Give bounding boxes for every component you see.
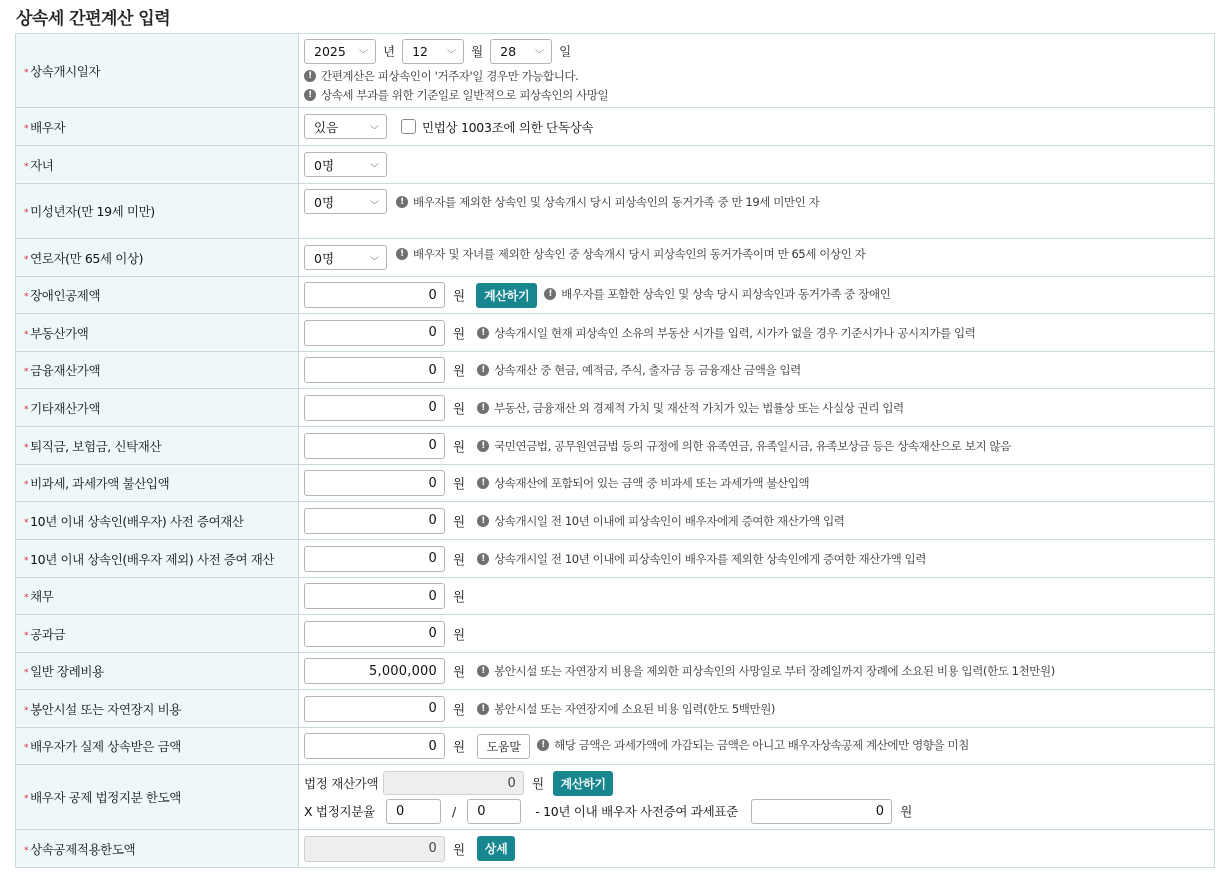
minors-select[interactable]: 0명 ⌵ (304, 189, 387, 214)
unit-label: 원 (532, 776, 545, 791)
deduction-limit-input: 0 (304, 836, 445, 862)
info-note: ! 상속재산에 포함되어 있는 금액 중 비과세 또는 과세가액 불산입액 (477, 475, 809, 491)
ratio-numerator-input[interactable]: 0 (386, 799, 441, 824)
year-unit: 년 (383, 44, 396, 59)
required-mark: * (24, 329, 29, 340)
row-label (16, 34, 299, 108)
exclamation-circle-icon: ! (477, 364, 489, 376)
day-select[interactable]: 28 ⌵ (490, 39, 552, 64)
info-note: ! 상속세 부과를 위한 기준일로 일반적으로 피상속인의 사망일 (304, 87, 1214, 103)
exclamation-circle-icon: ! (477, 515, 489, 527)
public-charges-input[interactable]: 0 (304, 621, 445, 647)
inheritance-tax-form (15, 33, 1215, 868)
row-label (16, 653, 299, 690)
row-label (16, 314, 299, 352)
label-text: 채무 (30, 589, 54, 604)
form-row-retirement (16, 427, 1215, 465)
row-value (299, 34, 1215, 108)
exclamation-circle-icon: ! (477, 327, 489, 339)
exclamation-circle-icon: ! (396, 196, 408, 208)
label-text: 장애인공제액 (30, 288, 101, 303)
required-mark: * (24, 254, 29, 265)
exclamation-circle-icon: ! (396, 248, 408, 260)
required-mark: * (24, 161, 29, 172)
form-row-financial (16, 352, 1215, 389)
label-text: 배우자 공제 법정지분 한도액 (30, 790, 181, 805)
label-text: 연로자(만 65세 이상) (30, 250, 144, 266)
form-row-other-assets (16, 389, 1215, 427)
label-text: 퇴직금, 보험금, 신탁재산 (30, 438, 162, 454)
form-row-real-estate (16, 314, 1215, 352)
unit-label: 원 (453, 551, 466, 567)
spouse-received-input[interactable]: 0 (304, 733, 445, 759)
disabled-deduction-input[interactable]: 0 (304, 282, 445, 308)
row-label (16, 830, 299, 868)
required-mark: * (24, 67, 29, 78)
required-mark: * (24, 208, 29, 218)
info-note: ! 해당 금액은 과세가액에 가감되는 금액은 아니고 배우자상속공제 계산에만 영향을 미침 (537, 737, 969, 753)
info-note: ! 상속재산 중 현금, 예적금, 주식, 출자금 등 금융재산 금액을 입력 (477, 362, 801, 378)
label-text: 상속개시일자 (30, 63, 101, 79)
unit-label: 원 (453, 739, 466, 754)
label-text: 배우자 (30, 119, 66, 135)
form-row-start-date (16, 34, 1215, 108)
label-text: 부동산가액 (30, 325, 89, 341)
unit-label: 원 (453, 363, 466, 378)
real-estate-input[interactable]: 0 (304, 320, 445, 346)
info-note: ! 배우자를 제외한 상속인 및 상속개시 당시 피상속인의 동거가족 중 만 19세 미만인 자 (396, 194, 819, 210)
month-select[interactable]: 12 ⌵ (402, 39, 464, 64)
required-mark: * (24, 845, 29, 856)
row-label (16, 540, 299, 578)
label-text: 10년 이내 상속인(배우자) 사전 증여재산 (30, 513, 244, 529)
form-row-debt (16, 578, 1215, 615)
required-mark: * (24, 555, 29, 566)
form-row-gift-others (16, 540, 1215, 578)
non-taxable-input[interactable]: 0 (304, 470, 445, 496)
row-label (16, 427, 299, 465)
row-label (16, 277, 299, 314)
label-text: 봉안시설 또는 자연장지 비용 (30, 701, 181, 717)
exclamation-circle-icon: ! (477, 553, 489, 565)
gift-others-input[interactable]: 0 (304, 546, 445, 572)
checkbox-label: 민법상 1003조에 의한 단독상속 (422, 119, 594, 135)
retirement-insurance-trust-input[interactable]: 0 (304, 433, 445, 459)
ratio-denominator-input[interactable]: 0 (467, 799, 521, 824)
debt-input[interactable]: 0 (304, 583, 445, 609)
label-text: 상속공제적용한도액 (30, 841, 136, 857)
row-label (16, 146, 299, 184)
form-row-children (16, 146, 1215, 184)
elderly-select[interactable]: 0명 ⌵ (304, 245, 387, 270)
ratio-separator: / (452, 803, 457, 819)
form-row-enshrinement (16, 690, 1215, 728)
form-row-public-charges (16, 615, 1215, 653)
exclamation-circle-icon: ! (477, 440, 489, 452)
row-label (16, 615, 299, 653)
spouse-select[interactable]: 있음 ⌵ (304, 114, 387, 139)
required-mark: * (24, 794, 29, 804)
label-text: 비과세, 과세가액 불산입액 (30, 476, 170, 491)
legal-assets-label: 법정 재산가액 (304, 776, 379, 791)
row-label (16, 389, 299, 427)
form-row-elderly (16, 239, 1215, 277)
info-note: ! 배우자 및 자녀를 제외한 상속인 중 상속개시 당시 피상속인의 동거가족이며 만 65세 이상인 자 (396, 246, 865, 262)
detail-button[interactable]: 상세 (477, 836, 515, 861)
row-label (16, 578, 299, 615)
unit-label: 원 (453, 288, 466, 303)
unit-label: 원 (453, 400, 466, 416)
row-label (16, 465, 299, 502)
row-label (16, 728, 299, 765)
label-text: 일반 장례비용 (30, 664, 104, 679)
row-label (16, 108, 299, 146)
info-note: ! 부동산, 금융재산 외 경제적 가치 및 재산적 가치가 있는 법률상 또는 사실상 권리 입력 (477, 400, 904, 416)
form-row-spouse (16, 108, 1215, 146)
form-row-minors (16, 184, 1215, 239)
exclamation-circle-icon: ! (304, 70, 316, 82)
calculate-legal-assets-button[interactable]: 계산하기 (553, 771, 613, 796)
unit-label: 원 (453, 841, 466, 857)
unit-label: 원 (453, 701, 466, 717)
info-note: ! 봉안시설 또는 자연장지 비용을 제외한 피상속인의 사망일로 부터 장례일까지 장례에 소요된 비용 입력(한도 1천만원) (477, 663, 1055, 679)
required-mark: * (24, 593, 29, 603)
required-mark: * (24, 123, 29, 134)
chevron-down-icon: ⌵ (447, 46, 457, 56)
financial-assets-input[interactable]: 0 (304, 357, 445, 383)
label-text: 자녀 (30, 157, 54, 173)
label-text: 10년 이내 상속인(배우자 제외) 사전 증여 재산 (30, 551, 275, 567)
form-row-spouse-received (16, 728, 1215, 765)
required-mark: * (24, 743, 29, 753)
unit-label: 원 (900, 804, 913, 819)
exclamation-circle-icon: ! (477, 477, 489, 489)
required-mark: * (24, 404, 29, 415)
prior-gift-label: - 10년 이내 배우자 사전증여 과세표준 (535, 804, 738, 819)
label-text: 금융재산가액 (30, 363, 101, 378)
info-note: ! 상속개시일 전 10년 이내에 피상속인이 배우자에게 증여한 재산가액 입력 (477, 513, 844, 529)
chevron-down-icon: ⌵ (359, 46, 369, 56)
label-text: 공과금 (30, 626, 66, 642)
day-unit: 일 (559, 44, 572, 59)
unit-label: 원 (453, 626, 466, 642)
page-title: 상속세 간편계산 입력 (16, 9, 171, 29)
chevron-down-icon: ⌵ (370, 121, 380, 132)
form-row-spouse-limit (16, 765, 1215, 830)
help-button[interactable]: 도움말 (477, 734, 530, 759)
info-note: ! 봉안시설 또는 자연장지에 소요된 비용 입력(한도 5백만원) (477, 701, 775, 717)
prior-gift-input[interactable]: 0 (751, 799, 892, 824)
label-text: 기타재산가액 (30, 400, 101, 416)
required-mark: * (24, 292, 29, 302)
exclamation-circle-icon: ! (477, 665, 489, 677)
children-select[interactable]: 0명 ⌵ (304, 152, 387, 177)
unit-label: 원 (453, 476, 466, 491)
info-note: ! 상속개시일 현재 피상속인 소유의 부동산 시가를 입력, 시가가 없을 경우 기준시가나 공시지가를 입력 (477, 325, 975, 341)
unit-label: 원 (453, 325, 466, 341)
exclamation-circle-icon: ! (477, 703, 489, 715)
exclamation-circle-icon: ! (477, 402, 489, 414)
form-row-gift-spouse (16, 502, 1215, 540)
info-note: ! 배우자를 포함한 상속인 및 상속 당시 피상속인과 동거가족 중 장애인 (544, 286, 890, 302)
funeral-cost-input[interactable]: 5,000,000 (304, 658, 445, 684)
unit-label: 원 (453, 589, 466, 604)
info-note: ! 국민연금법, 공무원연금법 등의 규정에 의한 유족연금, 유족일시금, 유족보상금 등은 상속재산으로 보지 않음 (477, 438, 1011, 454)
enshrinement-cost-input[interactable]: 0 (304, 696, 445, 722)
form-row-disabled (16, 277, 1215, 314)
label-text: 배우자가 실제 상속받은 금액 (30, 739, 181, 754)
unit-label: 원 (453, 438, 466, 454)
exclamation-circle-icon: ! (304, 89, 316, 101)
unit-label: 원 (453, 513, 466, 529)
exclamation-circle-icon: ! (544, 288, 556, 300)
form-row-funeral (16, 653, 1215, 690)
chevron-down-icon: ⌵ (535, 46, 545, 56)
required-mark: * (24, 442, 29, 453)
chevron-down-icon: ⌵ (370, 196, 380, 207)
row-label (16, 502, 299, 540)
chevron-down-icon: ⌵ (370, 159, 380, 170)
exclamation-circle-icon: ! (537, 739, 549, 751)
required-mark: * (24, 517, 29, 528)
form-row-deduction-limit (16, 830, 1215, 868)
required-mark: * (24, 668, 29, 678)
form-row-non-taxable (16, 465, 1215, 502)
calculate-button[interactable]: 계산하기 (476, 283, 537, 308)
row-label (16, 352, 299, 389)
info-note: ! 간편계산은 피상속인이 '거주자'일 경우만 가능합니다. (304, 68, 578, 84)
month-unit: 월 (471, 44, 484, 59)
required-mark: * (24, 630, 29, 641)
unit-label: 원 (453, 664, 466, 679)
legal-assets-input: 0 (383, 771, 524, 795)
sole-inheritance-checkbox[interactable] (401, 119, 416, 134)
row-label (16, 239, 299, 277)
required-mark: * (24, 480, 29, 490)
other-assets-input[interactable]: 0 (304, 395, 445, 421)
info-note: ! 상속개시일 전 10년 이내에 피상속인이 배우자를 제외한 상속인에게 증여한 재산가액 입력 (477, 551, 926, 567)
row-label (16, 184, 299, 239)
chevron-down-icon: ⌵ (370, 252, 380, 263)
year-select[interactable]: 2025 ⌵ (304, 39, 376, 64)
label-text: 미성년자(만 19세 미만) (30, 204, 155, 219)
gift-spouse-input[interactable]: 0 (304, 508, 445, 534)
required-mark: * (24, 705, 29, 716)
row-label (16, 690, 299, 728)
required-mark: * (24, 367, 29, 377)
legal-ratio-label: X 법정지분율 (304, 804, 375, 819)
row-label (16, 765, 299, 830)
